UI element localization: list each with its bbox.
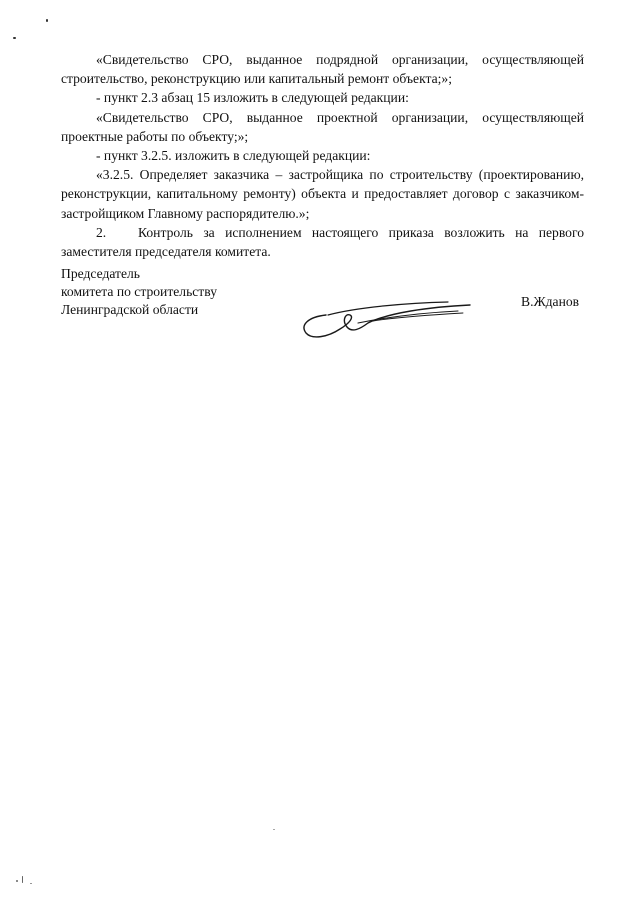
scan-speck — [16, 880, 18, 882]
item-text: Контроль за исполнением настоящего приказа возложить на первого заместителя председателя комитета. — [61, 224, 584, 260]
scan-speck — [46, 19, 48, 22]
scan-speck — [13, 37, 16, 39]
paragraph-3-2-5-text: «3.2.5. Определяет заказчика – застройщика по строительству (проектированию, реконструкции, капитальному ремонту) объекта и предоставляет договор с заказчиком-застройщиком Главному распорядителю.»; — [61, 167, 584, 221]
paragraph-sro-contractor: «Свидетельство СРО, выданное подрядной организации, осуществляющей строительство, реконструкцию или капитальный ремонт объекта;»; — [61, 52, 584, 87]
signatory-title-line: Ленинградской области — [61, 302, 199, 317]
paragraph-item-3-2-5: - пункт 3.2.5. изложить в следующей редакции: — [96, 148, 371, 164]
scan-speck — [30, 883, 32, 884]
paragraph-item-2 — [61, 223, 584, 261]
paragraph-item-2-3: - пункт 2.3 абзац 15 изложить в следующей редакции: — [96, 90, 409, 106]
scan-speck — [22, 876, 23, 883]
item-number: 2. — [96, 224, 107, 240]
signatory-title — [61, 265, 217, 319]
handwritten-signature — [298, 293, 473, 343]
scan-speck — [273, 829, 275, 830]
paragraph-sro-design: «Свидетельство СРО, выданное проектной организации, осуществляющей проектные работы по объекту;»; — [61, 109, 584, 144]
signer-name: В.Жданов — [521, 294, 580, 309]
document-body — [61, 50, 584, 261]
signatory-title-line: комитета по строительству — [61, 284, 218, 299]
signatory-title-line: Председатель — [61, 266, 140, 281]
